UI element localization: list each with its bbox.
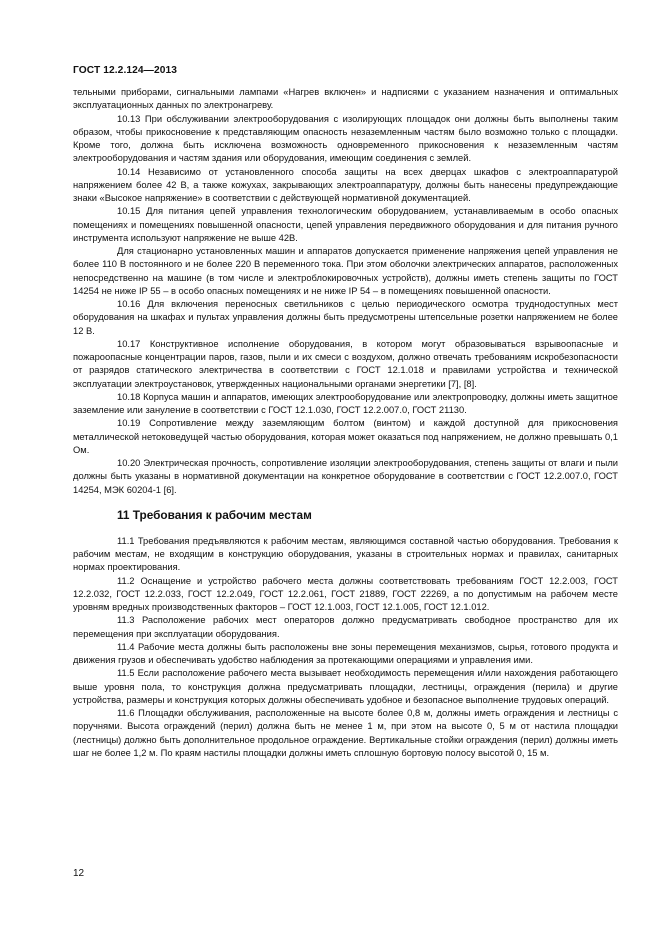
- page-number: 12: [73, 868, 85, 879]
- paragraph-11-1: 11.1 Требования предъявляются к рабочим местам, являющимся составной частью оборудования. Требования к рабочим местам, не входящим в конструкцию оборудования, указаны в строительных нормах и правилах, санитарных нормах проектирования.: [73, 535, 618, 573]
- paragraph-10-18: 10.18 Корпуса машин и аппаратов, имеющих электрооборудование или электропроводку, должны иметь защитное заземление или зануление в соответствии с ГОСТ 12.1.030, ГОСТ 12.2.007.0, ГОСТ 21130.: [73, 391, 618, 415]
- paragraph-11-4: 11.4 Рабочие места должны быть расположены вне зоны перемещения механизмов, сырья, готового продукта и движения грузов и обеспечивать удобство наблюдения за протекающими операциями и управления ими.: [73, 641, 618, 665]
- paragraph-10-19: 10.19 Сопротивление между заземляющим болтом (винтом) и каждой доступной для прикосновения металлической нетоковедущей частью оборудования, которая может оказаться под напряжением, не должно превышать 0,1 Ом.: [73, 418, 618, 455]
- paragraph-11-2: 11.2 Оснащение и устройство рабочего места должны соответствовать требованиям ГОСТ 12.2.003, ГОСТ 12.2.032, ГОСТ 12.2.033, ГОСТ 12.2.049, ГОСТ 12.2.061, ГОСТ 21889, ГОСТ 22269, а по допустимым на рабочем месте уровням вредных производственных факторов – ГОСТ 12.1.003, ГОСТ 12.1.005, ГОСТ 12.1.012.: [73, 575, 618, 612]
- paragraph-10-15: 10.15 Для питания цепей управления технологическим оборудованием, устанавливаемым в особо опасных помещениях и помещениях повышенной опасности, цепей управления передвижного оборудования и для питания ручного инструмента используют напряжение не выше 42В.: [73, 206, 618, 243]
- paragraph-10-20: 10.20 Электрическая прочность, сопротивление изоляции электрооборудования, степень защиты от влаги и пыли должны быть указаны в нормативной документации на конкретное оборудование в соответствии с ГОСТ 12.2.007.0, ГОСТ 14254, МЭК 60204-1 [6].: [73, 458, 618, 495]
- paragraph-10-15-stationary: Для стационарно установленных машин и аппаратов допускается применение напряжения цепей управления не более 110 В постоянного и не более 220 В переменного тока. При этом оболочки электрических аппаратов, расположенных непосредственно на машине (в том числе и электроблокировочных устройств), должны иметь степень защиты по ГОСТ 14254 не ниже IP 55 – в особо опасных помещениях и не ниже IP 54 – в помещениях повышенной опасности.: [73, 246, 618, 296]
- paragraph-10-13: 10.13 При обслуживании электрооборудования с изолирующих площадок они должны быть выполнены таким образом, чтобы прикосновение к представляющим опасность незаземленным частям было возможно только с площадки. Кроме того, должна быть исключена возможность одновременного прикосновения к незаземленным частям электрооборудования и частям здания или оборудования, имеющим соединения с землей.: [73, 113, 618, 164]
- paragraph-11-3: 11.3 Расположение рабочих мест операторов должно предусматривать свободное пространство для их перемещения при эксплуатации оборудования.: [73, 615, 618, 639]
- paragraph-11-5: 11.5 Если расположение рабочего места вызывает необходимость перемещения и/или нахождения работающего выше уровня пола, то конструкция должна предусматривать площадки, лестницы, ограждения (перила) и другие устройства, размеры и конструкция которых должны обеспечивать удобное и безопасное выполнение трудовых операций.: [73, 668, 618, 705]
- section-title: 11 Требования к рабочим местам: [117, 507, 312, 522]
- document-body: [73, 86, 618, 760]
- paragraph-10-16: 10.16 Для включения переносных светильников с целью периодического осмотра труднодоступных мест оборудования на шкафах и пультах управления должны быть предусмотрены штепсельные розетки напряжением не более 12 В.: [73, 299, 618, 336]
- document-header: ГОСТ 12.2.124—2013: [73, 65, 178, 76]
- paragraph-10-17: 10.17 Конструктивное исполнение оборудования, в котором могут образовываться взрывоопасные и пожароопасные концентрации паров, газов, пыли и их смеси с воздухом, должно отвечать требованиям искробезопасности от разрядов статического электричества в соответствии с ГОСТ 12.1.018 и правилами устройства и технической эксплуатации электроустановок, утвержденных национальными органами энергетики [7], [8].: [73, 338, 618, 389]
- paragraph-continuation: тельными приборами, сигнальными лампами «Нагрев включен» и надписями с указанием назначения и оптимальных эксплуатационных данных по электронагреву.: [73, 87, 618, 111]
- paragraph-11-6: 11.6 Площадки обслуживания, расположенные на высоте более 0,8 м, должны иметь ограждения и лестницы с поручнями. Высота ограждений (перил) должна быть не менее 1 м, при этом на высоте 0, 5 м от настила площадки (лестницы) должно быть дополнительное продольное ограждение. Вертикальные стойки ограждения (перил) должны иметь шаг не более 1,2 м. По краям настилы площадки должны иметь сплошную бортовую полосу высотой 0, 15 м.: [73, 708, 618, 758]
- paragraph-10-14: 10.14 Независимо от установленного способа защиты на всех дверцах шкафов с электроаппаратурой напряжением более 42 В, а также кожухах, закрывающих электроаппаратуру, должны быть нанесены предупреждающие знаки «Высокое напряжение» в соответствии с действующей нормативной документацией.: [73, 166, 618, 203]
